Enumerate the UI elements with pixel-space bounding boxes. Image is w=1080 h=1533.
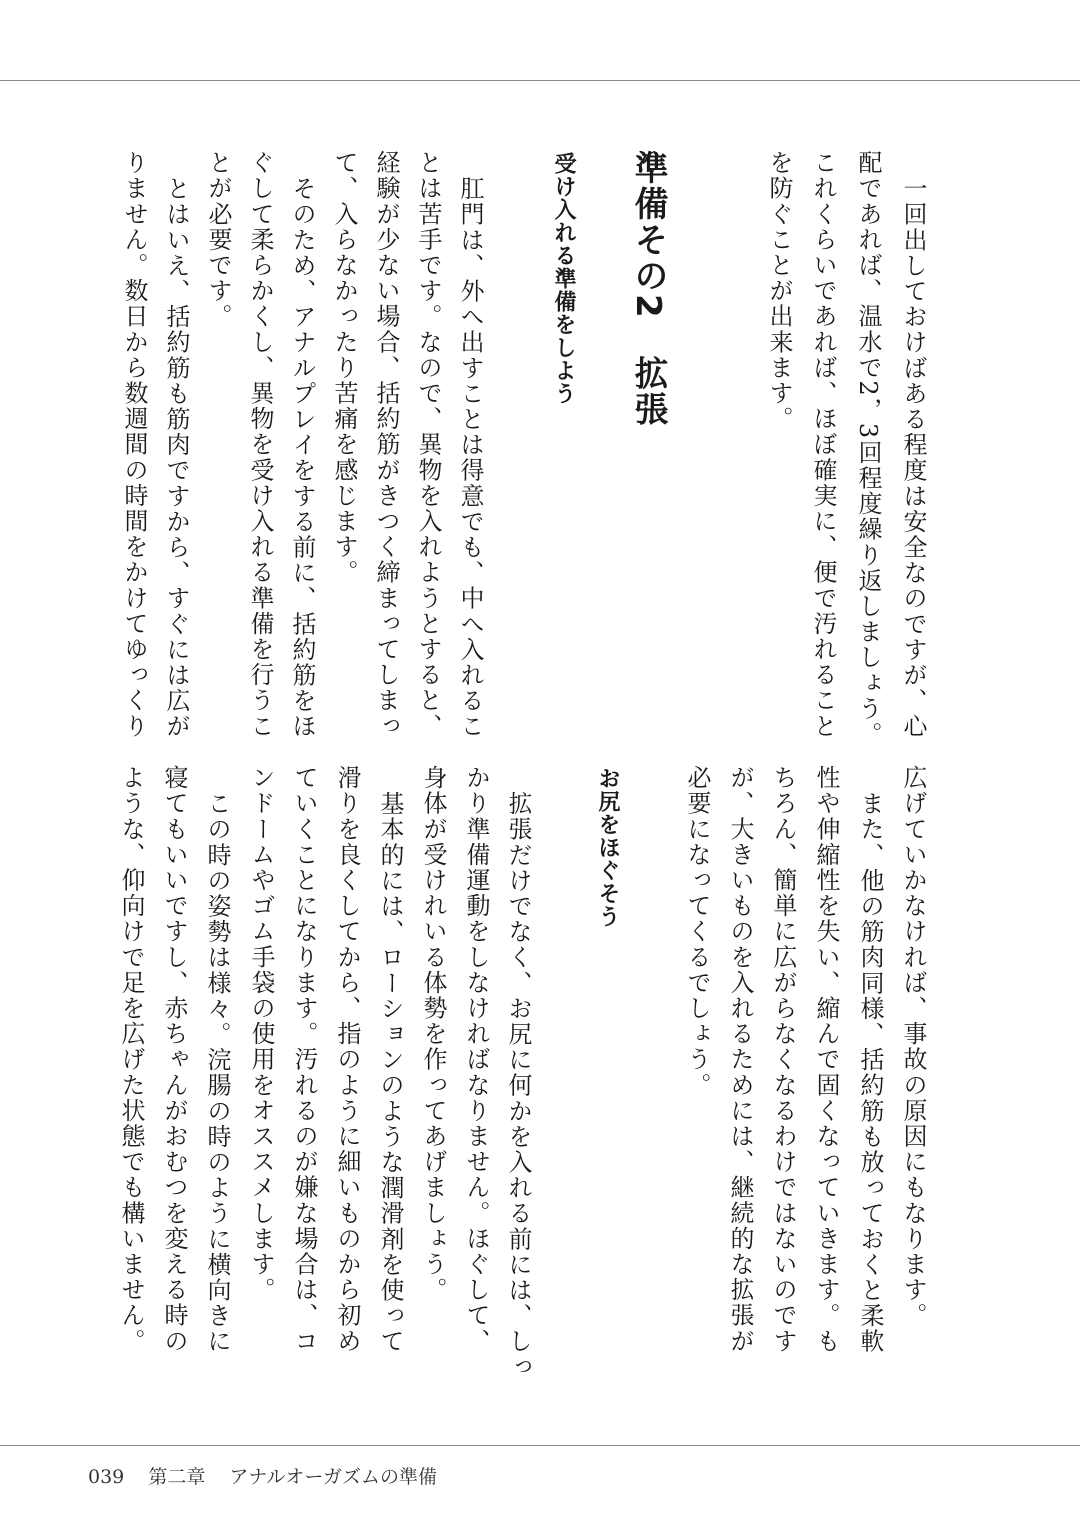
text-column: りません。数日から数週間の時間をかけてゆっくり (120, 150, 148, 739)
page-footer (88, 1462, 455, 1489)
text-column: 性や伸縮性を失い、縮んで固くなっていきます。も (812, 765, 840, 1354)
text-column: 配であれば、温水で2，3回程度繰り返しましょう。 (854, 150, 882, 747)
bottom-rule (0, 1445, 1080, 1446)
text-column: これくらいであれば、ほぼ確実に、便で汚れること (809, 150, 837, 739)
text-column: 一回出しておけばある程度は安全なのですが、心 (899, 176, 927, 740)
text-column: ちろん、簡単に広がらなくなるわけではないのです (769, 765, 797, 1354)
text-column: 広げていかなければ、事故の原因にもなります。 (899, 765, 927, 1329)
text-column: て、入らなかったり苦痛を感じます。 (330, 150, 358, 586)
text-column: 寝てもいいですし、赤ちゃんがおむつを変える時の (160, 765, 188, 1354)
page-number: 039 (88, 1466, 125, 1488)
text-column: 滑りを良くしてから、指のように細いものから初め (333, 765, 361, 1354)
text-column: とは苦手です。なので、異物を入れようとすると、 (414, 150, 442, 739)
text-column: また、他の筋肉同様、括約筋も放っておくと柔軟 (856, 791, 884, 1355)
subsection-heading: お尻をほぐそう (595, 767, 620, 928)
section-heading: 準備その2 拡張 (628, 150, 668, 428)
text-column: 基本的には、ローションのような潤滑剤を使って (376, 791, 404, 1355)
text-column: 必要になってくるでしょう。 (683, 765, 711, 1098)
text-column: ような、仰向けで足を広げた状態でも構いません。 (117, 765, 145, 1354)
text-column: ぐして柔らかくし、異物を受け入れる準備を行うこ (246, 150, 274, 739)
chapter-title: アナルオーガズムの準備 (229, 1466, 438, 1488)
text-column: ていくことになります。汚れるのが嫌な場合は、コ (290, 765, 318, 1354)
text-column: この時の姿勢は様々。浣腸の時のように横向きに (203, 791, 231, 1355)
text-column: が、大きいものを入れるためには、継続的な拡張が (726, 765, 754, 1354)
chapter-label: 第二章 (148, 1466, 206, 1488)
text-column: 肛門は、外へ出すことは得意でも、中へ入れるこ (456, 176, 484, 740)
text-column: ンドームやゴム手袋の使用をオススメします。 (247, 765, 275, 1303)
text-column: を防ぐことが出来ます。 (765, 150, 793, 432)
top-rule (0, 80, 1080, 81)
text-column: 経験が少ない場合、括約筋がきつく締まってしまっ (372, 150, 400, 739)
text-column: とはいえ、括約筋も筋肉ですから、すぐには広が (162, 176, 190, 740)
subsection-heading: 受け入れる準備をしよう (551, 152, 576, 405)
text-column: かり準備運動をしなければなりません。ほぐして、 (462, 765, 490, 1354)
text-column: 身体が受けれいる体勢を作ってあげましょう。 (419, 765, 447, 1303)
text-column: とが必要です。 (204, 150, 232, 330)
text-column: そのため、アナルプレイをする前に、括約筋をほ (288, 176, 316, 740)
text-column: 拡張だけでなく、お尻に何かを入れる前には、しっ (504, 791, 532, 1380)
